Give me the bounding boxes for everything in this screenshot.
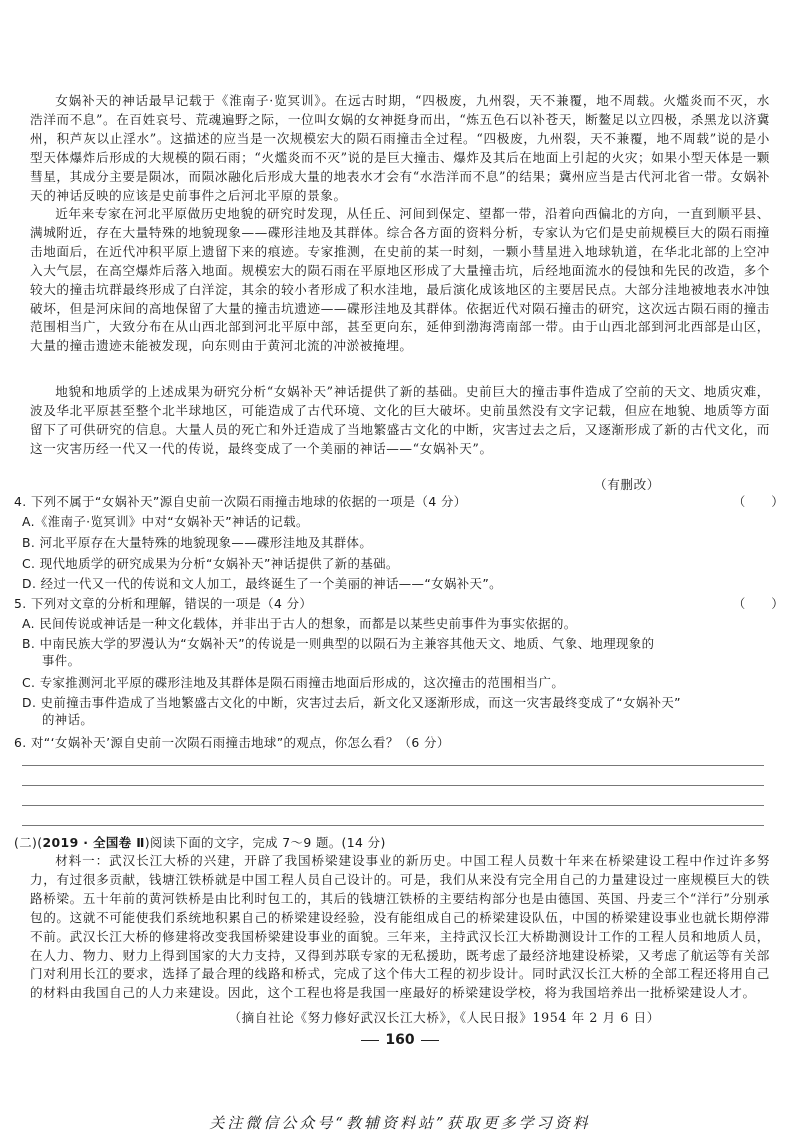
question-5-option-c: C. 专家推测河北平原的碟形洼地及其群体是陨石雨撞击地面后形成的，这次撞击的范围相当广。 <box>22 675 565 690</box>
question-5-option-d-line1: D. 史前撞击事件造成了当地繁盛古文化的中断，灾害过去后，新文化又逐渐形成，而这一灾害最终变成了“女娲补天” <box>22 695 681 710</box>
passage-paragraph-2: 近年来专家在河北平原做历史地貌的研究时发现，从任丘、河间到保定、望都一带，沿着向西偏北的方向，一直到顺平县、满城附近，存在大量特殊的地貌现象——碟形洼地及其群体。综合各方面的资料分析，专家认为它们是史前规模巨大的陨石雨撞击地面后，在近代冲积平原上遗留下来的痕迹。专家推测，在史前的某一时刻，一颗小彗星进入地球轨道，在华北北部的上空冲入大气层，在高空爆炸后落入地面。规模宏大的陨石雨在平原地区形成了大量撞击坑，后经地面流水的侵蚀和先民的改造，多个较大的撞击坑群最终形成了白洋淀，其余的较小者形成了积水洼地，最后演化成该地区的主要居民点。大部分洼地被地表水冲蚀破坏，但是河床间的高地保留了大量的撞击坑遗迹——碟形洼地及其群体。依据近代对陨石撞击的研究，这次远古陨石雨的撞击范围相当广，大致分布在从山西北部到河北平原中部，甚至更向东，延伸到渤海湾南部一带。由于山西北部到河北西部是山区，大量的撞击遗迹未能被发现，向东则由于黄河北流的冲淤被掩埋。 <box>30 206 770 354</box>
question-4-option-a: A.《淮南子·览冥训》中对“女娲补天”神话的记载。 <box>22 514 309 529</box>
page-number-dash-left <box>361 1040 379 1041</box>
material-1-paragraph: 材料一：武汉长江大桥的兴建，开辟了我国桥梁建设事业的新历史。中国工程人员数十年来在桥梁建设工程中作过许多努力，有过很多贡献，钱塘江铁桥就是中国工程人员自己设计的。可是，我们从来没有完全用自己的力量建设过一座规模巨大的铁路桥梁。五十年前的黄河铁桥是由比利时包工的，其后的钱塘江铁桥的主要结构部分也是由德国、英国、丹麦三个“洋行”分别承包的。这就不可能使我们系统地积累自己的桥梁建设经验，没有能组成自己的桥梁建设队伍，中国的桥梁建设事业也就长期停滞不前。武汉长江大桥的修建将改变我国桥梁建设事业的面貌。三年来，主持武汉长江大桥勘测设计工作的工程人员和地质人员，在人力、物力、财力上得到国家的大力支持，又得到苏联专家的无私援助，既考虑了最经济地建设桥梁，又考虑了航运等有关部门对利用长江的要求，选择了最合理的线路和桥式，完成了这个伟大工程的初步设计。同时武汉长江大桥的全部工程还将用自己的材料由我国自己的人力来建设。因此，这个工程也将是我国一座最好的桥梁建设学校，将为我国培养出一批桥梁建设人才。 <box>30 853 770 1001</box>
answer-line <box>22 765 764 766</box>
answer-line <box>22 785 764 786</box>
question-4-answer-blank: （ ） <box>732 494 784 509</box>
section-2-heading-suffix: )阅读下面的文字，完成 7～9 题。(14 分) <box>144 835 386 850</box>
question-5-option-d <box>22 694 772 728</box>
footer-promo-text: 关注微信公众号“教辅资料站”获取更多学习资料 <box>209 1114 591 1132</box>
question-4-text: 4. 下列不属于“女娲补天”源自史前一次陨石雨撞击地球的依据的一项是（4 分） <box>14 494 467 509</box>
question-5-option-a: A. 民间传说或神话是一种文化载体，并非出于古人的想象，而都是以某些史前事件为事实依据的。 <box>22 616 577 631</box>
question-5-option-b <box>22 635 772 669</box>
question-5-option-b-line1: B. 中南民族大学的罗漫认为“女娲补天”的传说是一则典型的以陨石为主兼容其他天文、地质、气象、地理现象的 <box>22 636 655 651</box>
question-6-stem: 6. 对“‘女娲补天’源自史前一次陨石雨撞击地球”的观点，你怎么看？（6 分） <box>14 735 450 750</box>
question-5-option-d-line2: 的神话。 <box>42 712 94 727</box>
question-4-option-c: C. 现代地质学的研究成果为分析“女娲补天”神话提供了新的基础。 <box>22 556 399 571</box>
passage-paragraph-3: 地貌和地质学的上述成果为研究分析“女娲补天”神话提供了新的基础。史前巨大的撞击事件造成了空前的天文、地质灾难，波及华北平原甚至整个北半球地区，可能造成了古代环境、文化的巨大破坏。史前虽然没有文字记载，但应在地貌、地质等方面留下了可供研究的信息。大量人员的死亡和外迁造成了当地繁盛古文化的中断，灾害过去之后，又逐渐形成了新的古代文化，而这一灾害历经一代又一代的传说，最终变成了一个美丽的神话——“女娲补天”。 <box>30 384 770 456</box>
answer-line <box>22 805 764 806</box>
question-5-text: 5. 下列对文章的分析和理解，错误的一项是（4 分） <box>14 596 313 611</box>
question-4-option-b: B. 河北平原存在大量特殊的地貌现象——碟形洼地及其群体。 <box>22 535 373 550</box>
passage-paragraph-1: 女娲补天的神话最早记载于《淮南子·览冥训》。在远古时期，“四极废，九州裂，天不兼覆，地不周载。火爁炎而不灭，水浩洋而不息”。在百姓哀号、荒魂遍野之际，一位叫女娲的女神挺身而出，“炼五色石以补苍天，断鳌足以立四极，杀黑龙以济冀州，积芦灰以止淫水”。这描述的应当是一次规模宏大的陨石雨撞击全过程。“四极废，九州裂，天不兼覆，地不周载”说的是小型天体爆炸后形成的大规模的陨石雨；“火爁炎而不灭”说的是巨大撞击、爆炸及其后在地面上引起的火灾；如果小型天体是一颗彗星，其成分主要是陨冰，而陨冰融化后形成大量的地表水才会有“水浩洋而不息”的结果；冀州应当是古代河北省一带。女娲补天的神话反映的应该是史前事件之后河北平原的景象。 <box>30 93 770 203</box>
passage-source-note: （有删改） <box>594 477 660 492</box>
material-1-source: （摘自社论《努力修好武汉长江大桥》，《人民日报》1954 年 2 月 6 日） <box>228 1010 660 1025</box>
page-number-dash-right <box>421 1040 439 1041</box>
section-2-heading <box>14 833 784 851</box>
section-2-heading-prefix: (二)( <box>14 835 43 850</box>
page-number <box>0 1032 800 1048</box>
question-5-answer-blank: （ ） <box>732 596 784 611</box>
answer-line <box>22 825 764 826</box>
question-4-option-d: D. 经过一代又一代的传说和文人加工，最终诞生了一个美丽的神话——“女娲补天”。 <box>22 576 502 591</box>
question-5-option-b-line2: 事件。 <box>42 653 81 668</box>
section-2-exam-source: 2019 · 全国卷 Ⅱ <box>42 835 145 850</box>
question-4-stem <box>14 493 784 510</box>
page-number-text: 160 <box>385 1032 415 1048</box>
question-5-stem <box>14 595 784 612</box>
